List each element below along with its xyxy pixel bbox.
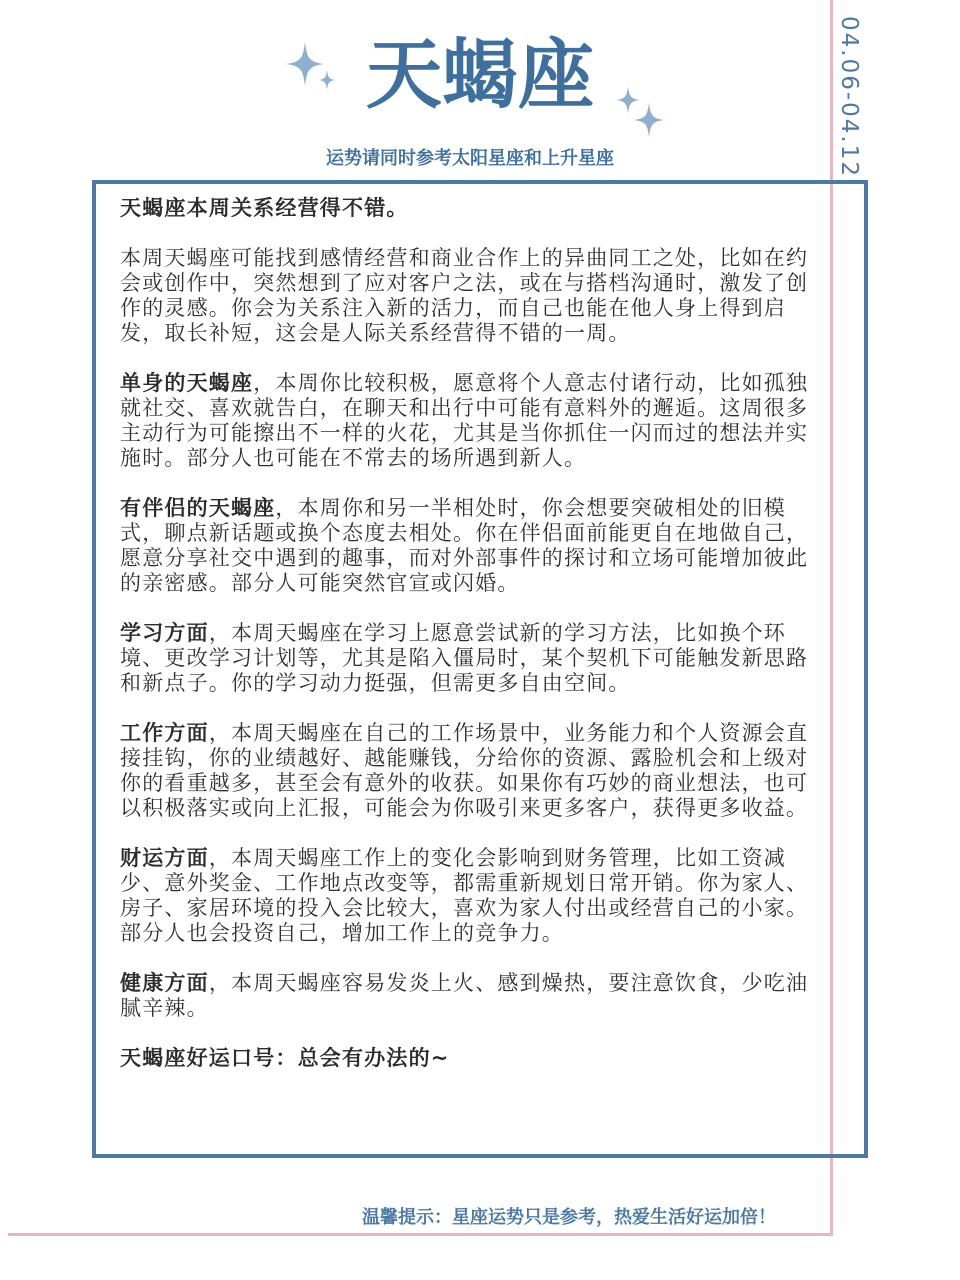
- section-health: [120, 971, 820, 1021]
- section-couple: [120, 496, 820, 596]
- section-label: 财运方面: [120, 846, 209, 870]
- intro-paragraph: 本周天蝎座可能找到感情经营和商业合作上的异曲同工之处，比如在约会或创作中，突然想到了应对客户之法，或在与搭档沟通时，激发了创作的灵感。你会为关系注入新的活力，而自己也能在他人身上得到启发，取长补短，这会是人际关系经营得不错的一周。: [120, 246, 809, 345]
- section-label: 健康方面: [120, 971, 209, 995]
- pink-horizontal-line: [8, 1233, 833, 1236]
- headline: 天蝎座本周关系经营得不错。: [120, 196, 409, 220]
- slogan: 天蝎座好运口号：总会有办法的~: [120, 1046, 450, 1070]
- section-text: ，本周你比较积极，愿意将个人意志付诸行动，比如孤独就社交、喜欢就告白，在聊天和出行中可能有意料外的邂逅。这周很多主动行为可能擦出不一样的火花，尤其是当你抓住一闪而过的想法并实施时。部分人也可能在不常去的场所遇到新人。: [120, 371, 809, 470]
- section-label: 学习方面: [120, 621, 209, 645]
- horoscope-content: [120, 196, 820, 1096]
- section-label: 有伴侣的天蝎座: [120, 496, 276, 520]
- section-text: ，本周天蝎座在自己的工作场景中，业务能力和个人资源会直接挂钩，你的业绩越好、越能赚钱，分给你的资源、露脸机会和上级对你的看重越多，甚至会有意外的收获。如果你有巧妙的商业想法，也可以积极落实或向上汇报，可能会为你吸引来更多客户，获得更多收益。: [120, 721, 809, 820]
- date-range: 04.06-04.12: [836, 16, 862, 178]
- section-text: ，本周天蝎座工作上的变化会影响到财务管理，比如工资减少、意外奖金、工作地点改变等，都需重新规划日常开销。你为家人、房子、家居环境的投入会比较大，喜欢为家人付出或经营自己的小家。部分人也会投资自己，增加工作上的竞争力。: [120, 846, 809, 945]
- section-wealth: [120, 846, 820, 946]
- section-text: ，本周天蝎座在学习上愿意尝试新的学习方法，比如换个环境、更改学习计划等，尤其是陷入僵局时，某个契机下可能触发新思路和新点子。你的学习动力挺强，但需更多自由空间。: [120, 621, 809, 695]
- section-text: ，本周你和另一半相处时，你会想要突破相处的旧模式，聊点新话题或换个态度去相处。你在伴侣面前能更自在地做自己，愿意分享社交中遇到的趣事，而对外部事件的探讨和立场可能增加彼此的亲密感。部分人可能突然官宣或闪婚。: [120, 496, 809, 595]
- footer-tip: 温馨提示：星座运势只是参考，热爱生活好运加倍！: [362, 1207, 776, 1228]
- section-label: 工作方面: [120, 721, 209, 745]
- section-single: [120, 371, 820, 471]
- section-text: ，本周天蝎座容易发炎上火、感到燥热，要注意饮食，少吃油腻辛辣。: [120, 971, 809, 1020]
- subtitle: 运势请同时参考太阳星座和上升星座: [326, 148, 614, 169]
- section-study: [120, 621, 820, 696]
- section-work: [120, 721, 820, 821]
- section-label: 单身的天蝎座: [120, 371, 254, 395]
- sparkle-icon-small: [318, 70, 336, 90]
- sparkle-icon: [634, 102, 664, 138]
- page-title: 天蝎座: [366, 30, 594, 119]
